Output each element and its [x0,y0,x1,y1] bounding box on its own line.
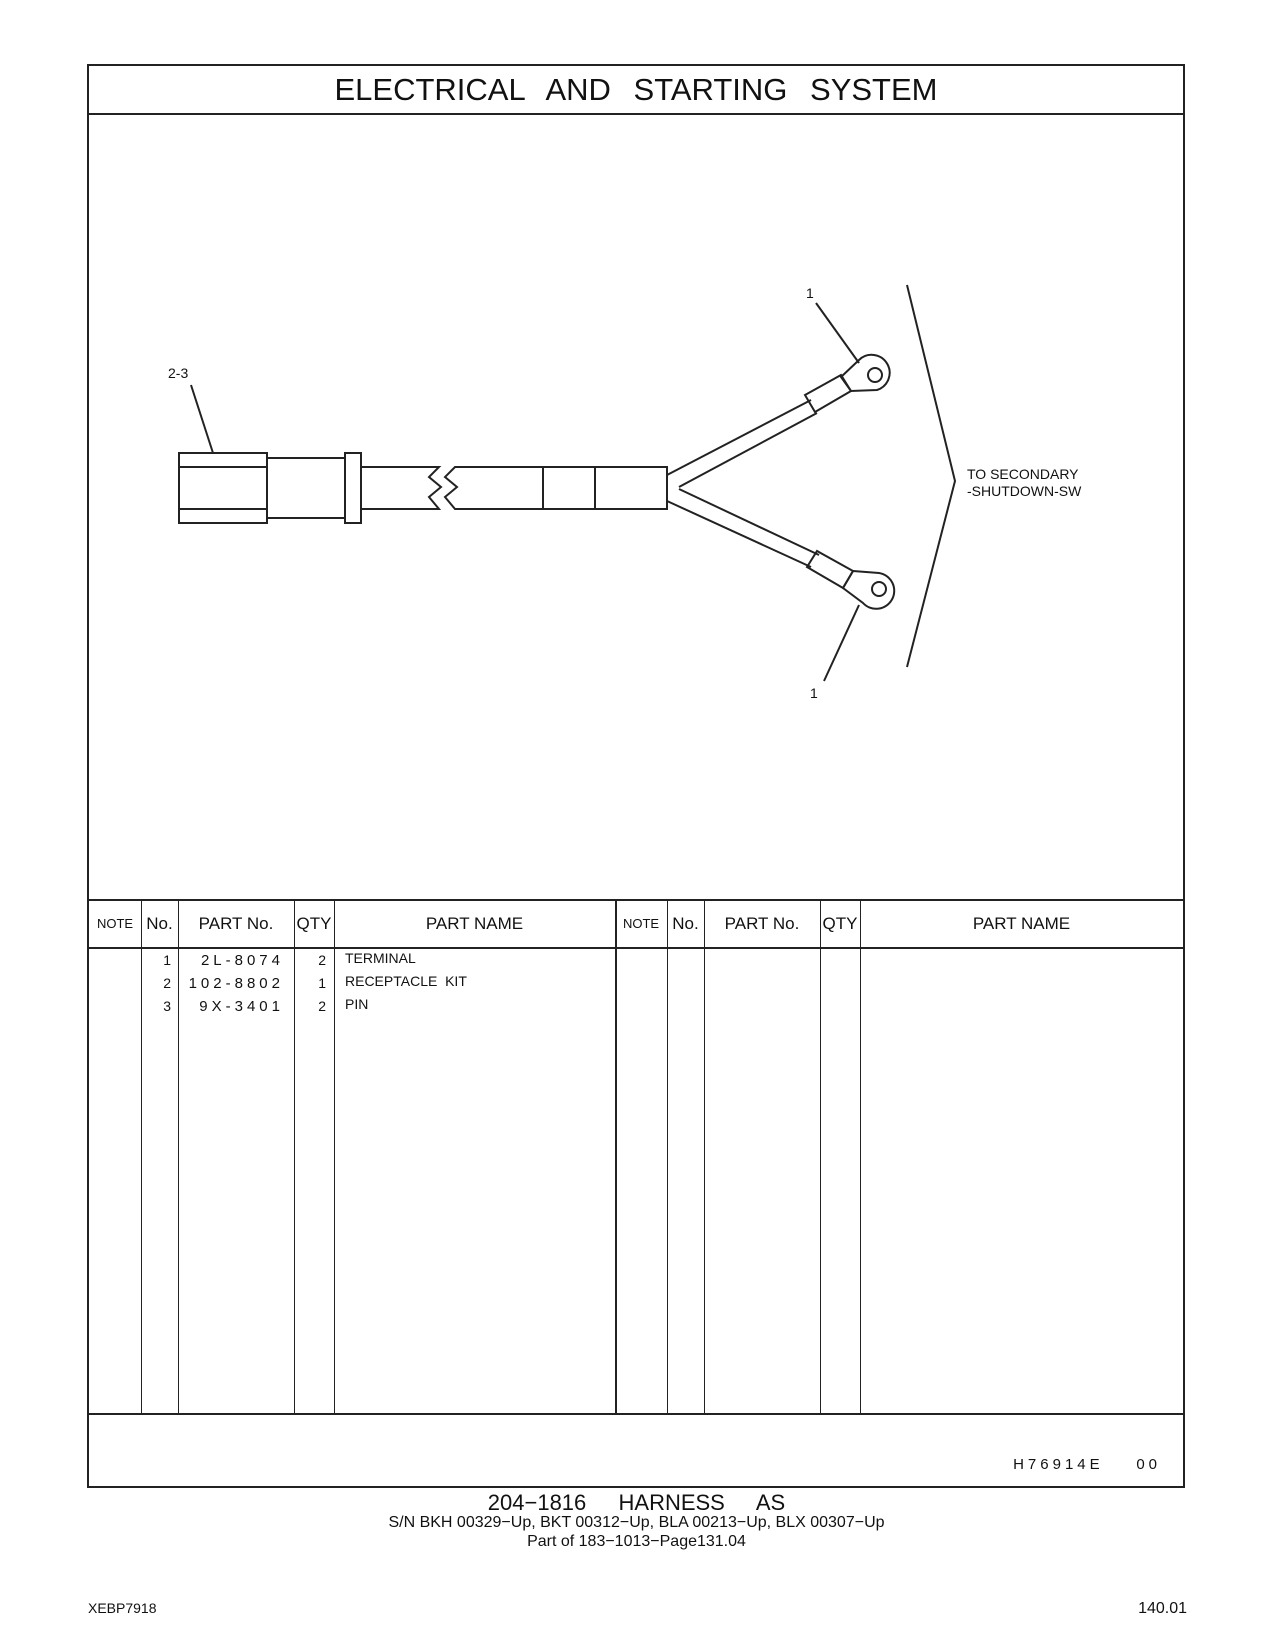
connector-body [179,453,267,523]
document-number: XEBP7918 [88,1600,157,1616]
row-part-no: 102-8802 [188,975,284,992]
row-part-name: TERMINAL [345,950,416,966]
part-of: Part of 183−1013−Page131.04 [527,1533,746,1550]
destination-label [967,466,1081,500]
connector-flange [345,453,361,523]
header-qty-right: QTY [822,914,858,933]
header-no-left: No. [146,914,173,933]
leader-terminal-bottom [824,605,859,681]
header-note-left: NOTE [96,916,134,931]
row-qty: 2 [318,998,326,1014]
destination-line-2: -SHUTDOWN-SW [967,483,1082,499]
header-partname-right: PART NAME [972,914,1071,933]
harness-drawing [89,115,1183,899]
row-qty: 2 [318,952,326,968]
header-partno-right: PART No. [724,914,800,933]
row-part-no: 2L-8074 [200,952,284,969]
row-part-name: RECEPTACLE KIT [345,973,467,989]
page-number: 140.01 [1138,1600,1187,1617]
row-part-name: PIN [345,996,369,1012]
destination-bracket [907,285,955,667]
row-no: 2 [163,975,171,991]
leader-terminal-top [816,303,859,363]
connector-boot [267,458,345,518]
header-partno-left: PART No. [198,914,274,933]
row-no: 3 [163,998,171,1014]
header-note-right: NOTE [622,916,660,931]
header-qty-left: QTY [296,914,332,933]
page-frame [87,64,1185,1488]
callout-connector: 2-3 [168,365,189,381]
header-no-right: No. [672,914,699,933]
callout-terminal-bottom: 1 [810,685,818,701]
callout-terminal-top: 1 [806,285,814,301]
leader-connector [191,385,213,453]
assembly-title: 204−1816 HARNESS AS [487,1490,786,1515]
row-qty: 1 [318,975,326,991]
header-partname-left: PART NAME [425,914,524,933]
serial-numbers: S/N BKH 00329−Up, BKT 00312−Up, BLA 00213−Up, BLX 00307−Up [388,1514,885,1531]
destination-line-1: TO SECONDARY [967,466,1079,482]
harness-illustration [89,115,1183,899]
row-part-no: 9X-3401 [199,998,284,1015]
parts-table [89,899,1183,1415]
illustration-code: H76914E 00 [1013,1456,1161,1473]
row-no: 1 [163,952,171,968]
section-title: ELECTRICAL AND STARTING SYSTEM [89,66,1183,115]
